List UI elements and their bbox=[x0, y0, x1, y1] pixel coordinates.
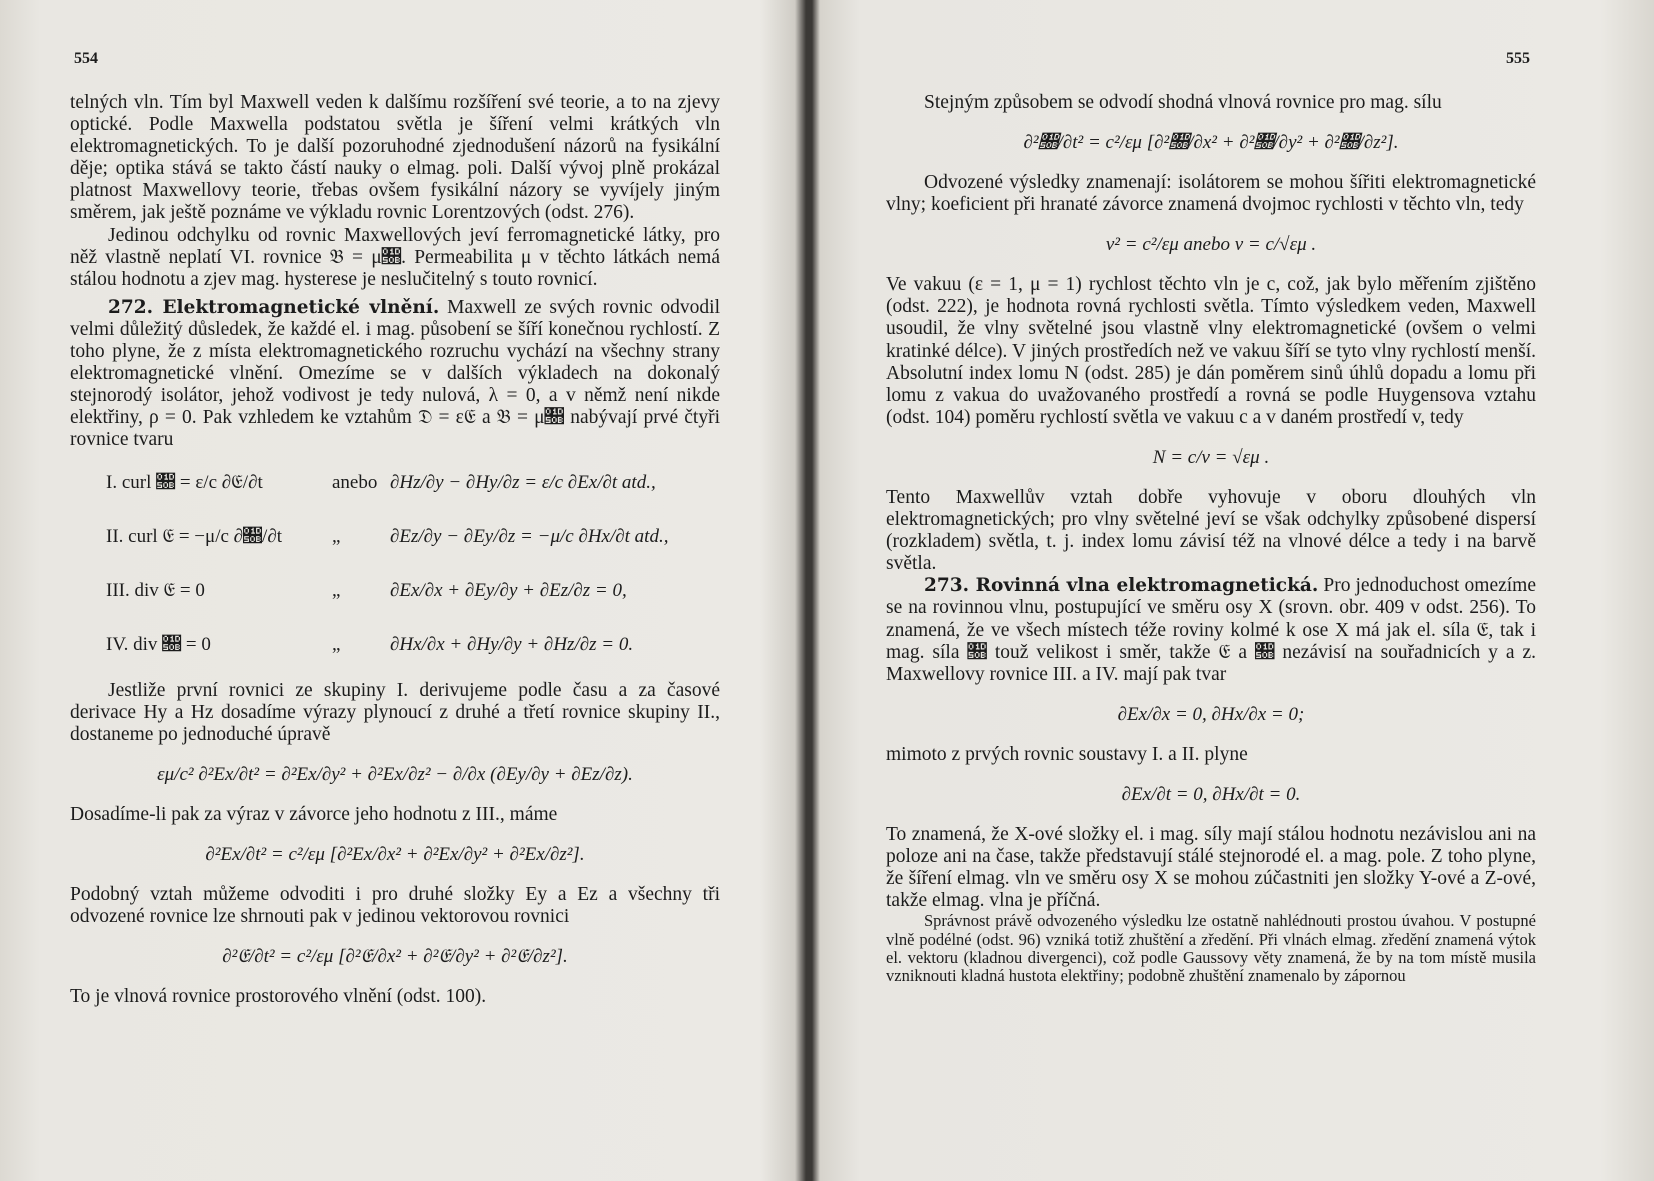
section-272 bbox=[70, 297, 720, 452]
page-number: 554 bbox=[74, 50, 98, 67]
paragraph: Tento Maxwellův vztah dobře vyhovuje v oboru dlouhých vln elektromagnetických; pro vlny světelné jeví se však odchylky způsobené dispersí (rozkladem) světla, t. j. index lomu závisí též na vlnové délce a tedy i na barvě světla. bbox=[886, 486, 1536, 575]
paragraph: Podobný vztah můžeme odvoditi i pro druhé složky Ey a Ez a všechny tři odvozené rovnice lze shrnouti pak v jedinou vektorovou rovnici bbox=[70, 883, 720, 927]
equation: N = c/v = √εμ . bbox=[1152, 446, 1270, 468]
equation: ∂Ex/∂x = 0, ∂Hx/∂x = 0; bbox=[1117, 703, 1305, 725]
section-text: Maxwell ze svých rovnic odvodil velmi důležitý důsledek, že každé el. i mag. působení se šíří konečnou rychlostí. Z toho plyne, že z místa elektromagnetického rozruchu vychází na všechny strany elektromagnetické vlnění. Omezíme se v dalších výkladech na dokonalý stejnorodý isolátor, jehož vodivost je tedy nulová, λ = 0, a v němž není nikde elektřiny, ρ = 0. Pak vzhledem ke vztahům 𝔇 = ε𝔈 a 𝔅 = μ𝔋 nabývají prvé čtyři rovnice tvaru bbox=[70, 296, 720, 451]
equation: εμ/c² ∂²Ex/∂t² = ∂²Ex/∂y² + ∂²Ex/∂z² − ∂/∂x (∂Ey/∂y + ∂Ez/∂z). bbox=[157, 763, 633, 785]
equation-connector: „ bbox=[332, 633, 341, 655]
equation: v² = c²/εμ anebo v = c/√εμ . bbox=[1105, 234, 1317, 256]
equation-row-4 bbox=[70, 620, 720, 674]
left-page bbox=[70, 0, 720, 1181]
equation: ∂Ex/∂t = 0, ∂Hx/∂t = 0. bbox=[1121, 783, 1301, 805]
equation-connector: anebo bbox=[332, 471, 378, 493]
paragraph: Jestliže první rovnici ze skupiny I. derivujeme podle času a za časové derivace Hy a Hz dosadíme výrazy plynoucí z druhé a třetí rovnice skupiny II., dostaneme po jednoduché úpravě bbox=[70, 679, 720, 745]
paragraph: To je vlnová rovnice prostorového vlnění (odst. 100). bbox=[70, 986, 487, 1008]
section-heading: 272. Elektromagnetické vlnění. bbox=[108, 296, 440, 318]
equation-rhs: ∂Ex/∂x + ∂Ey/∂y + ∂Ez/∂z = 0, bbox=[390, 579, 627, 601]
equation-label: II. curl 𝔈 = −μ/c ∂𝔋/∂t bbox=[106, 525, 283, 547]
page-number: 555 bbox=[1506, 50, 1530, 67]
equation: ∂²Ex/∂t² = c²/εμ [∂²Ex/∂x² + ∂²Ex/∂y² + ∂²Ex/∂z²]. bbox=[205, 843, 585, 865]
equation-connector: „ bbox=[332, 579, 341, 601]
section-text: Pro jednoduchost omezíme se na rovinnou vlnu, postupující ve směru osy X (srovn. obr. 409 v odst. 256). To znamená, že ve všech místech téže roviny kolmé k ose X má jak el. síla 𝔈, tak i mag. síla 𝔋 touž velikost i směr, takže 𝔈 a 𝔋 nezávisí na souřadnicích y a z. Maxwellovy rovnice III. a IV. mají pak tvar bbox=[886, 575, 1536, 685]
equation-row-3 bbox=[70, 566, 720, 620]
equation-label: I. curl 𝔋 = ε/c ∂𝔈/∂t bbox=[106, 471, 263, 493]
equation: ∂²𝔋/∂t² = c²/εμ [∂²𝔋/∂x² + ∂²𝔋/∂y² + ∂²𝔋/∂z²]. bbox=[1023, 132, 1399, 154]
paragraph: telných vln. Tím byl Maxwell veden k dalšímu rozšíření své teorie, a to na zjevy optické. Podle Maxwella podstatou světla je šíření velmi krátkých vln elektromagnetických. To je další pozoruhodné zjednodušení názorů na fysikální děje; optika stává se takto částí nauky o elmag. poli. Další vývoj plně prokázal platnost Maxwellovy teorie, třebas ovšem fysikální názory se vyvíjely jiným směrem, jak ještě poznáme ve výkladu rovnic Lorentzových (odst. 276). bbox=[70, 92, 720, 224]
paragraph: Jedinou odchylku od rovnic Maxwellových jeví ferromagnetické látky, pro něž vlastně neplatí VI. rovnice 𝔅 = μ𝔋. Permeabilita μ v těchto látkách nemá stálou hodnotu a zjev mag. hysterese je neslučitelný s touto rovnicí. bbox=[70, 224, 720, 290]
equation-row-2 bbox=[70, 512, 720, 566]
paragraph: Stejným způsobem se odvodí shodná vlnová rovnice pro mag. sílu bbox=[924, 92, 1442, 113]
left-page-body bbox=[70, 92, 720, 1008]
paragraph: Odvozené výsledky znamenají: isolátorem se mohou šířiti elektromagnetické vlny; koeficient při hranaté závorce znamená dvojmoc rychlosti v těchto vln, tedy bbox=[886, 172, 1536, 216]
section-heading: 273. Rovinná vlna elektromagnetická. bbox=[924, 575, 1319, 597]
paragraph: Dosadíme-li pak za výraz v závorce jeho hodnotu z III., máme bbox=[70, 803, 558, 825]
paragraph: To znamená, že X-ové složky el. i mag. síly mají stálou hodnotu nezávislou ani na poloze ani na čase, takže představují stálé stejnorodé el. a mag. pole. Z toho plyne, že šíření elmag. vln ve směru osy X se mohou zúčastniti jen složky Y-ové a Z-ové, takže elmag. vlna je příčná. bbox=[886, 823, 1536, 912]
right-page-body bbox=[886, 92, 1536, 985]
small-print-paragraph: Správnost právě odvozeného výsledku lze ostatně nahlédnouti prostou úvahou. V postupné vlně podélné (odst. 96) vzniká totiž zhuštění a zředění. Při vlnách elmag. zředění znamená výtok el. vektoru (kladnou divergenci), což podle Gaussovy věty znamená, že by na tom místě musila vzniknouti kladná hustota elektřiny; podobně zhuštění znamenalo by zápornou bbox=[886, 911, 1536, 986]
equation-rhs: ∂Hx/∂x + ∂Hy/∂y + ∂Hz/∂z = 0. bbox=[390, 633, 634, 655]
paragraph: mimoto z prvých rovnic soustavy I. a II. plyne bbox=[886, 743, 1248, 765]
equation-rhs: ∂Hz/∂y − ∂Hy/∂z = ε/c ∂Ex/∂t atd., bbox=[390, 471, 656, 493]
paragraph: Ve vakuu (ε = 1, μ = 1) rychlost těchto vln je c, což, jak bylo měřením zjištěno (odst. 222), je hodnota rovná rychlosti světla. Tímto výsledkem veden, Maxwell usoudil, že vlny světelné jsou vlastně vlny elektromagnetické (ovšem o velmi kratinké délce). V jiných prostředích než ve vakuu šíří se tyto vlny rychlostí menší. Absolutní index lomu N (odst. 285) je dán poměrem sinů úhlů dopadu a lomu při lomu z vakua do uvažovaného prostředí a rovná se podle Huygensova vztahu (odst. 104) poměru rychlostí světla ve vakuu c a v daném prostředí v, tedy bbox=[886, 274, 1536, 428]
equation: ∂²𝔈/∂t² = c²/εμ [∂²𝔈/∂x² + ∂²𝔈/∂y² + ∂²𝔈/∂z²]. bbox=[222, 946, 568, 968]
right-page bbox=[886, 0, 1536, 1181]
section-273 bbox=[886, 575, 1536, 685]
equation-label: IV. div 𝔋 = 0 bbox=[106, 633, 211, 655]
equation-rhs: ∂Ez/∂y − ∂Ey/∂z = −μ/c ∂Hx/∂t atd., bbox=[390, 525, 669, 547]
equation-connector: „ bbox=[332, 525, 341, 547]
equation-label: III. div 𝔈 = 0 bbox=[106, 579, 205, 601]
equation-row-1 bbox=[70, 458, 720, 512]
